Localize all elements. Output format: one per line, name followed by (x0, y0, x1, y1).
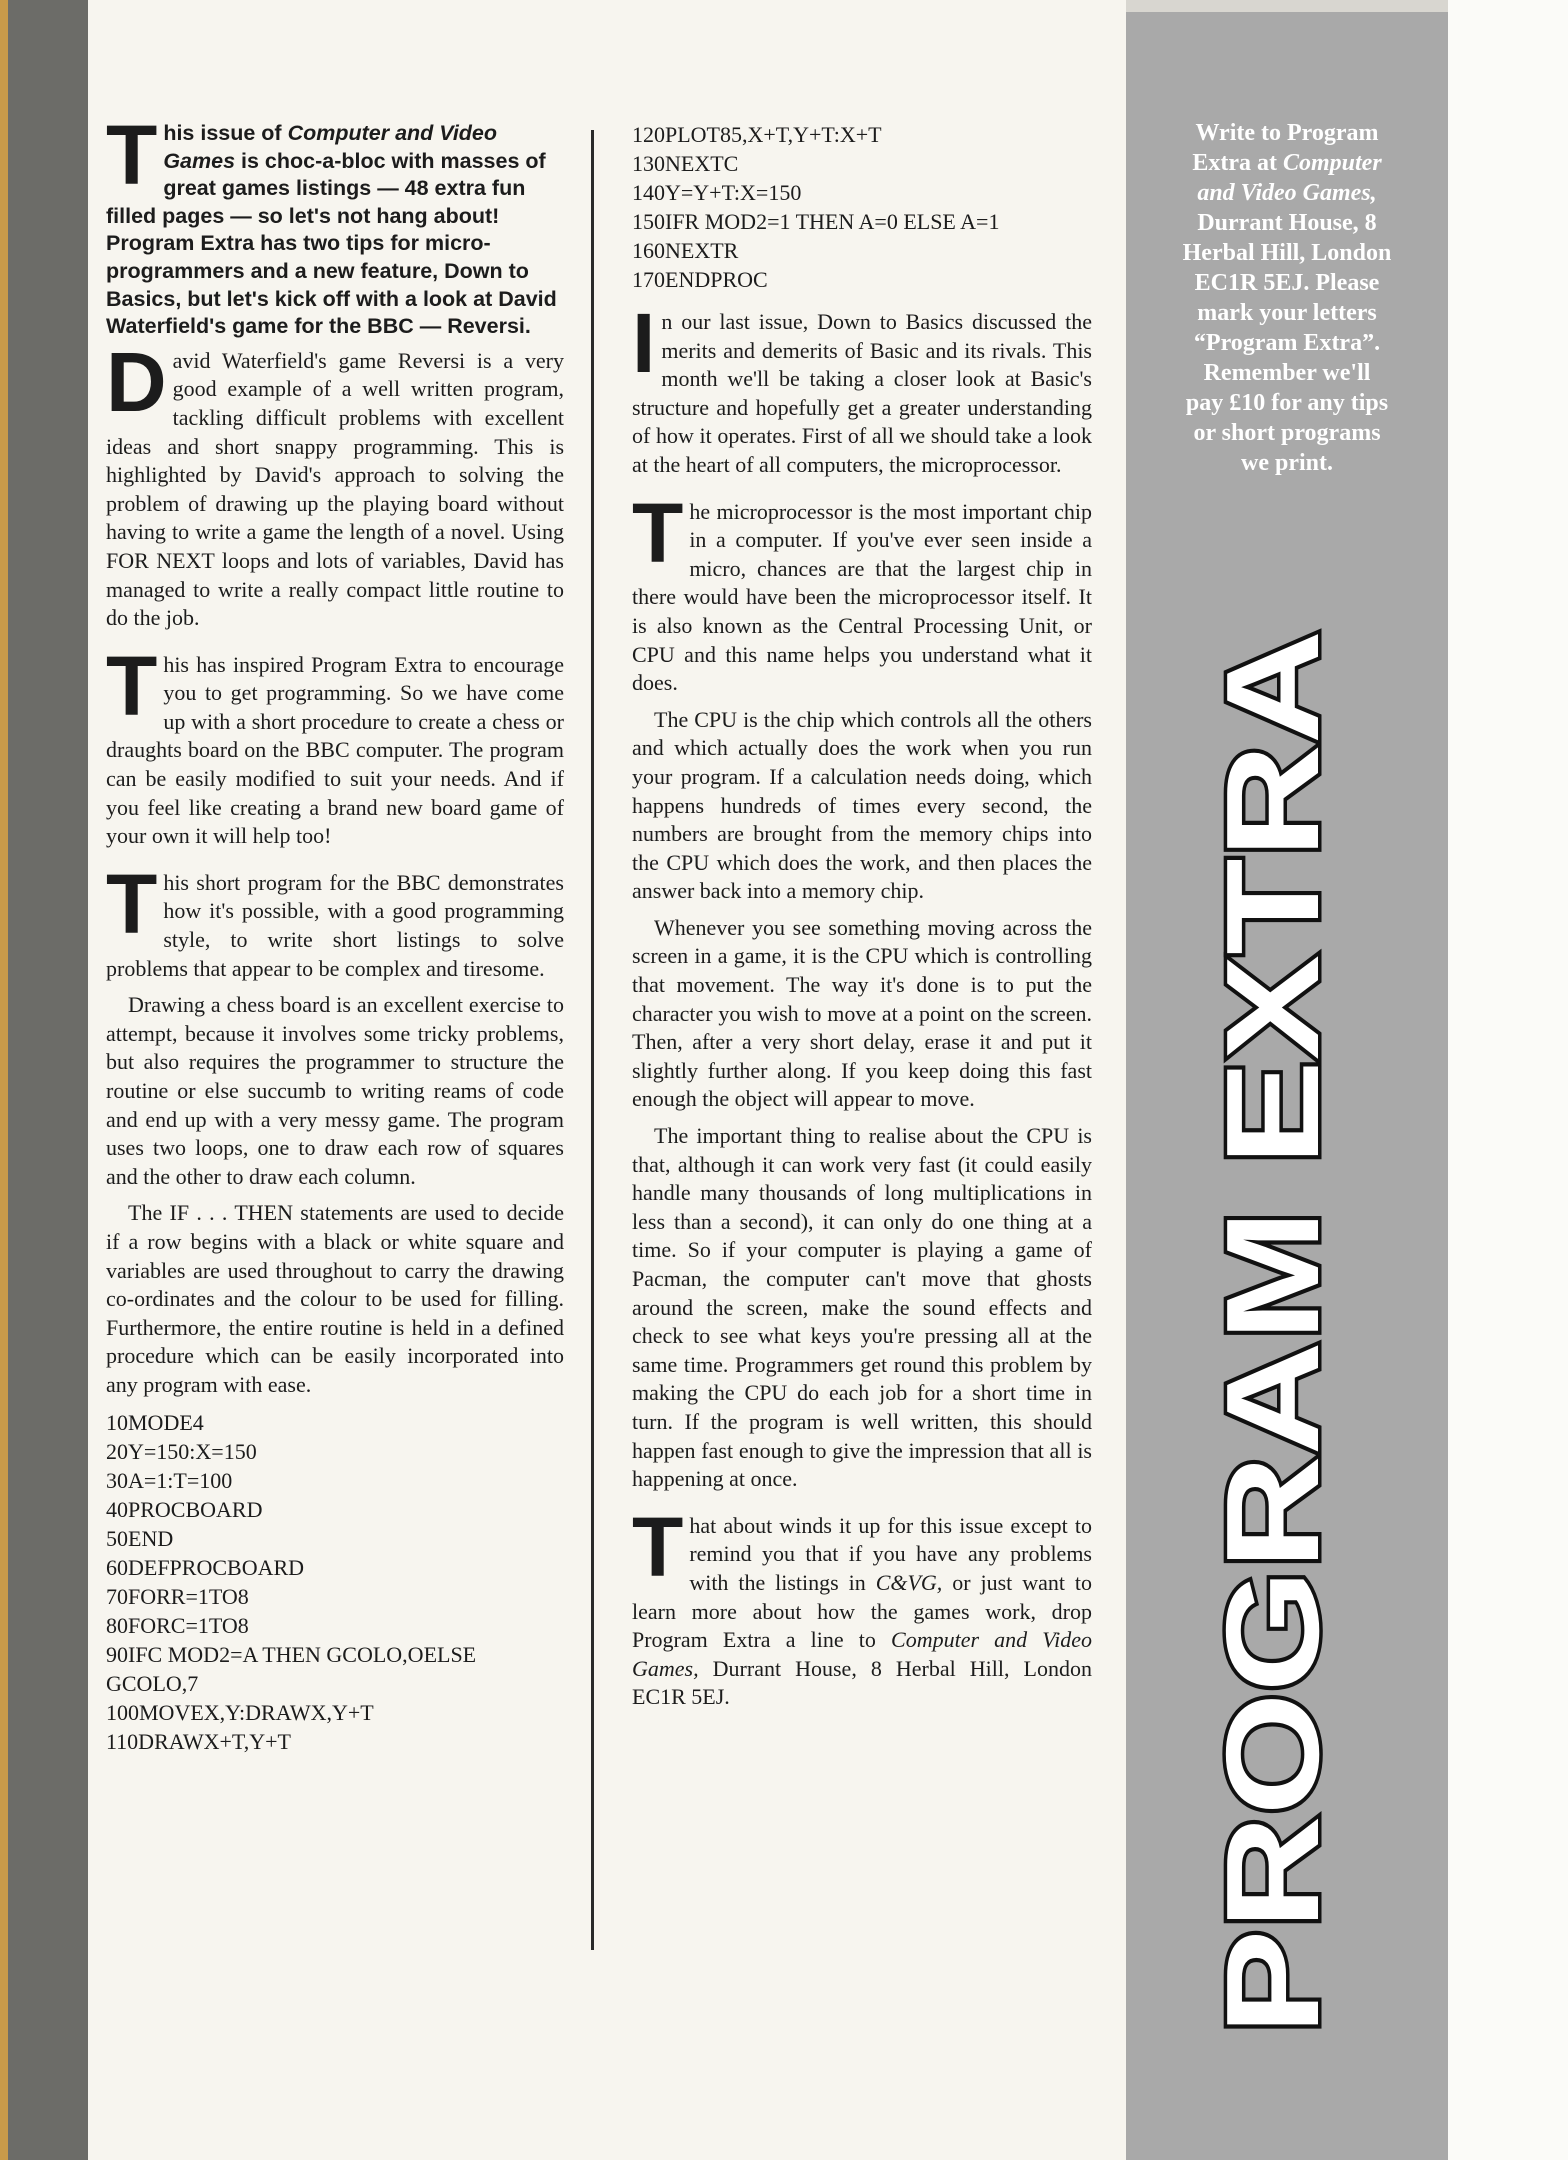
sidebar-panel-top-edge (1126, 0, 1448, 12)
drop-cap: T (106, 108, 158, 202)
magazine-title: Computer and Video Games, (632, 1627, 1092, 1681)
program-listing-part-2 (632, 120, 1092, 294)
code-line: 160NEXTR (632, 238, 739, 263)
code-line: 120PLOT85,X+T,Y+T:X+T (632, 122, 882, 147)
short-program-paragraph: This short program for the BBC demonstrates how it's possible, with a good programming style, to write short listings to solve problems that appear to be complex and tiresome. (106, 856, 564, 981)
code-line: 80FORC=1TO8 (106, 1612, 249, 1638)
closing-paragraph: That about winds it up for this issue except to remind you that if you have any problems with the listings in C&VG, or just want to learn more about how the games work, drop Program Extra a line to Computer and Video Games, Durrant House, 8 Herbal Hill, London EC1R 5EJ. (632, 1499, 1092, 1710)
code-line: 40PROCBOARD (106, 1496, 263, 1522)
code-line: 150IFR MOD2=1 THEN A=0 ELSE A=1 (632, 209, 1000, 234)
down-to-basics-paragraph: In our last issue, Down to Basics discussed the merits and demerits of Basic and its rivals. This month we'll be taking a closer look at Basic's structure and hopefully get a greater understanding of how it operates. First of all we should take a look at the heart of all computers, the microprocessor. (632, 296, 1092, 477)
reversi-paragraph: David Waterfield's game Reversi is a very good example of a well written program, tackling difficult problems with excellent ideas and short snappy programming. This is highlighted by David's approach to solving the problem of drawing up the playing board without having to write a game the length of a novel. Using FOR NEXT loops and lots of variables, David has managed to write a really compact little routine to do the job. (106, 334, 564, 631)
code-line: 60DEFPROCBOARD (106, 1554, 305, 1580)
code-line: 90IFC MOD2=A THEN GCOLO,OELSE GCOLO,7 (106, 1641, 477, 1696)
cpu-paragraph: The CPU is the chip which controls all the others and which actually does the work when you run your program. If a calculation needs doing, which happens hundreds of times every second, the numbers are brought from the memory chips into the CPU which does the work, and then places the answer back into a memory chip. (632, 706, 1092, 904)
column-1 (106, 108, 564, 1756)
code-line: 50END (106, 1525, 174, 1551)
drop-cap: D (106, 334, 167, 429)
drop-cap: T (632, 485, 684, 580)
banner-title: PROGRAM EXTRA (1199, 861, 1346, 2035)
column-divider (591, 130, 594, 1950)
code-line: 70FORR=1TO8 (106, 1583, 249, 1609)
code-line: 100MOVEX,Y:DRAWX,Y+T (106, 1699, 374, 1725)
inspired-paragraph: This has inspired Program Extra to encourage you to get programming. So we have come up with a short procedure to create a chess or draughts board on the BBC computer. The program can be easily modified to suit your needs. And if you feel like creating a brand new board game of your own it will help too! (106, 638, 564, 849)
if-then-paragraph: The IF . . . THEN statements are used to decide if a row begins with a black or white square and variables are used throughout to carry the drawing co-ordinates and the colour to be used for filling. Furthermore, the entire routine is held in a defined procedure which can be easily incorporated into any program with ease. (106, 1200, 564, 1397)
chess-board-paragraph: Drawing a chess board is an excellent exercise to attempt, because it involves some tricky problems, but also requires the programmer to structure the routine or else succumb to writing reams of code and end up with a very messy game. The program uses two loops, one to draw each row of squares and the other to draw each column. (106, 992, 564, 1189)
column-2 (632, 120, 1092, 1720)
drop-cap: I (632, 296, 656, 390)
drop-cap: T (632, 1499, 684, 1594)
one-thing-at-a-time-paragraph: The important thing to realise about the CPU is that, although it can work very fast (it could easily handle many thousands of long multiplications in less than a second), it can only do one thing at a time. So if your computer is playing a game of Pacman, the computer can't move that ghosts around the screen, make the sound effects and check to see what keys you're pressing all at the same time. Programmers get round this problem by making the CPU do each job for a short time in turn. If the program is well written, this should happen fast enough to give the impression that all is happening at once. (632, 1123, 1092, 1492)
program-extra-banner (1168, 620, 1368, 2040)
code-line: 110DRAWX+T,Y+T (106, 1728, 291, 1754)
intro-paragraph: This issue of Computer and Video Games is choc-a-bloc with masses of great games listings — 48 extra fun filled pages — so let's not hang about! Program Extra has two tips for micro-programmers and a new feature, Down to Basics, but let's kick off with a look at David Waterfield's game for the BBC — Reversi. (106, 108, 557, 339)
page-right-margin (1448, 0, 1568, 2160)
drop-cap: T (106, 856, 158, 951)
code-line: 20Y=150:X=150 (106, 1438, 257, 1464)
code-line: 140Y=Y+T:X=150 (632, 180, 802, 205)
microprocessor-paragraph: The microprocessor is the most important chip in a computer. If you've ever seen inside a micro, chances are that the largest chip in there would have been the microprocessor itself. It is also known as the Central Processing Unit, or CPU and this name helps you understand what it does. (632, 485, 1092, 696)
code-line: 170ENDPROC (632, 267, 768, 292)
cvg-abbrev: C&VG, (875, 1569, 943, 1595)
program-listing-part-1 (106, 1408, 564, 1756)
letters-box: Write to Program Extra at Computer and Video Games, Durrant House, 8 Herbal Hill, London EC1R 5EJ. Please mark your letters “Program Extra”. Remember we'll pay £10 for any tips or short programs we print. (1182, 120, 1392, 476)
page-spine (0, 0, 88, 2160)
page-spine-edge (0, 0, 8, 2160)
movement-paragraph: Whenever you see something moving across the screen in a game, it is the CPU which is controlling that movement. The way it's done is to put the character you wish to move at a point on the screen. Then, after a very short delay, erase it and put it slightly further along. If you keep doing this fast enough the object will appear to move. (632, 914, 1092, 1112)
drop-cap: T (106, 638, 158, 733)
code-line: 10MODE4 (106, 1409, 204, 1435)
magazine-title: Computer and Video Games (163, 121, 498, 173)
code-line: 30A=1:T=100 (106, 1467, 233, 1493)
code-line: 130NEXTC (632, 151, 739, 176)
